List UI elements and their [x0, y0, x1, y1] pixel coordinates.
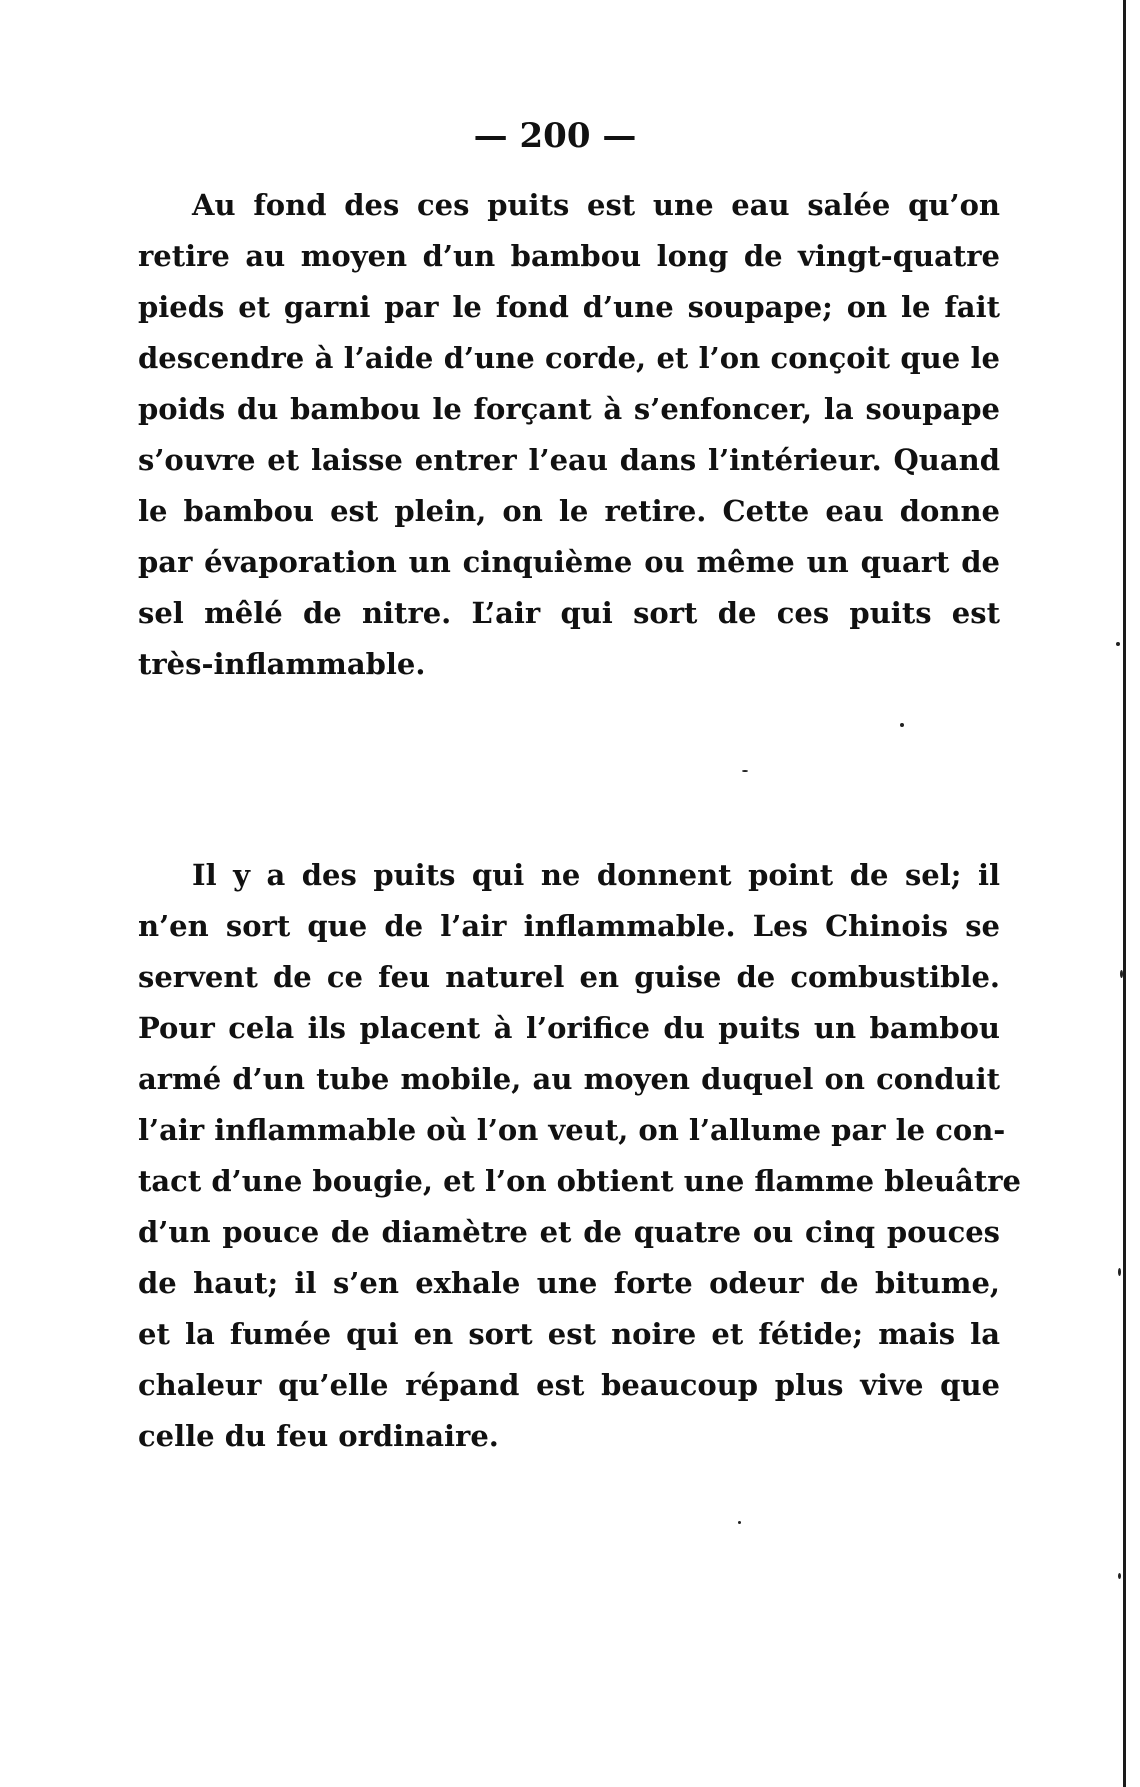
- scan-speck: [1120, 970, 1123, 978]
- text-line: armé d’un tube mobile, au moyen duquel on conduit: [138, 1062, 1000, 1096]
- text-line: Pour cela ils placent à l’orifice du puits un bambou: [138, 1011, 1000, 1045]
- paragraph-1: [138, 180, 1000, 690]
- text-line: retire au moyen d’un bambou long de vingt-quatre: [138, 239, 1000, 273]
- text-line: descendre à l’aide d’une corde, et l’on conçoit que le: [138, 341, 1000, 375]
- scan-speck: [742, 770, 748, 772]
- text-line: de haut; il s’en exhale une forte odeur de bitume,: [138, 1266, 1000, 1300]
- page-number: — 200 —: [473, 116, 637, 156]
- text-line: Au fond des ces puits est une eau salée qu’on: [192, 188, 1000, 222]
- text-line: n’en sort que de l’air inflammable. Les Chinois se: [138, 909, 1000, 943]
- text-line: très-inflammable.: [138, 647, 426, 681]
- text-line: poids du bambou le forçant à s’enfoncer, la soupape: [138, 392, 1000, 426]
- text-line: celle du feu ordinaire.: [138, 1419, 499, 1453]
- paragraph-2: [138, 850, 1021, 1462]
- text-line: Il y a des puits qui ne donnent point de sel; il: [192, 858, 1000, 892]
- scan-speck: [1116, 642, 1120, 646]
- text-line: s’ouvre et laisse entrer l’eau dans l’intérieur. Quand: [138, 443, 1000, 477]
- text-line: le bambou est plein, on le retire. Cette eau donne: [138, 494, 1000, 528]
- scan-speck: [1118, 1268, 1121, 1276]
- text-line: chaleur qu’elle répand est beaucoup plus vive que: [138, 1368, 1000, 1402]
- text-line: par évaporation un cinquième ou même un quart de: [138, 545, 1000, 579]
- page-edge-line: [1123, 0, 1126, 1787]
- text-line: sel mêlé de nitre. L’air qui sort de ces puits est: [138, 596, 1000, 630]
- text-line: l’air inflammable où l’on veut, on l’allume par le con-: [138, 1113, 1006, 1147]
- text-line: pieds et garni par le fond d’une soupape; on le fait: [138, 290, 1000, 324]
- text-line: et la fumée qui en sort est noire et fétide; mais la: [138, 1317, 1000, 1351]
- text-line: tact d’une bougie, et l’on obtient une flamme bleuâtre: [138, 1164, 1021, 1198]
- text-line: d’un pouce de diamètre et de quatre ou cinq pouces: [138, 1215, 1000, 1249]
- scan-speck: [900, 723, 904, 727]
- scan-speck: [738, 1521, 741, 1524]
- scan-speck: [1118, 1573, 1121, 1579]
- text-line: servent de ce feu naturel en guise de combustible.: [138, 960, 1000, 994]
